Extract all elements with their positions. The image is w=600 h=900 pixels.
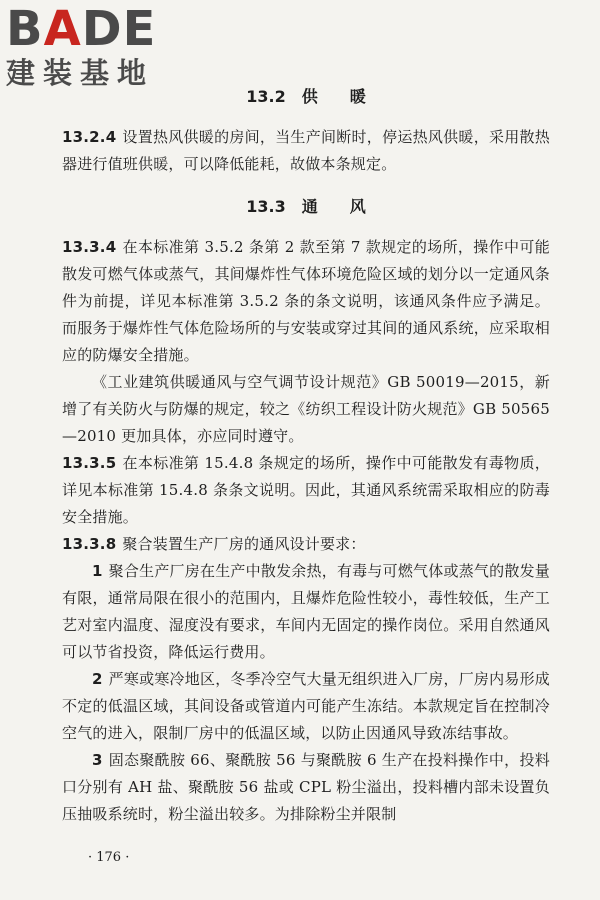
clause-number: 13.3.5 (62, 454, 117, 472)
logo-letter-b: B (6, 1, 44, 57)
item-number: 3 (92, 751, 103, 769)
item-text: 严寒或寒冷地区，冬季冷空气大量无组织进入厂房，厂房内易形成不定的低温区域，其间设备或管道内可能产生冻结。本款规定旨在控制冷空气的进入，限制厂房中的低温区域，以防止因通风导致冻结事故。 (62, 670, 550, 742)
logo-letter-a: A (43, 1, 82, 57)
clause-13-3-8 (62, 531, 550, 558)
page-content (62, 78, 550, 828)
list-item (62, 558, 550, 666)
item-text: 固态聚酰胺 66、聚酰胺 56 与聚酰胺 6 生产在投料操作中，投料口分别有 AH 盐、聚酰胺 56 盐或 CPL 粉尘溢出，投料槽内部未设置负压抽吸系统时，粉尘溢出较多。为排除粉尘并限制 (62, 751, 550, 823)
clause-text: 在本标准第 3.5.2 条第 2 款至第 7 款规定的场所，操作中可能散发可燃气体或蒸气，其间爆炸性气体环境危险区域的划分以一定通风条件为前提，详见本标准第 3.5.2 条的条文说明，该通风条件应予满足。而服务于爆炸性气体危险场所的与安装或穿过其间的通风系统，应采取相应的防爆安全措施。 (62, 238, 550, 364)
clause-text: 在本标准第 15.4.8 条规定的场所，操作中可能散发有毒物质，详见本标准第 15.4.8 条条文说明。因此，其通风系统需采取相应的防毒安全措施。 (62, 454, 550, 526)
item-number: 2 (92, 670, 103, 688)
clause-text: 设置热风供暖的房间，当生产间断时，停运热风供暖，采用散热器进行值班供暖，可以降低能耗，故做本条规定。 (62, 128, 550, 173)
logo-wordmark (6, 1, 176, 57)
clause-number: 13.2.4 (62, 128, 117, 146)
logo-letters-de: DE (81, 1, 157, 57)
list-item (62, 666, 550, 747)
logo-subtitle: 建装基地 (6, 56, 155, 90)
clause-13-2-4 (62, 124, 550, 178)
clause-number: 13.3.4 (62, 238, 117, 256)
clause-13-3-5 (62, 450, 550, 531)
clause-13-3-4 (62, 234, 550, 369)
item-number: 1 (92, 562, 103, 580)
section-title-13-2: 13.2 供 暖 (246, 87, 366, 106)
clause-number: 13.3.8 (62, 535, 117, 553)
list-item (62, 747, 550, 828)
item-text: 聚合生产厂房在生产中散发余热，有毒与可燃气体或蒸气的散发量有限，通常局限在很小的范围内，且爆炸危险性较小，毒性较低，生产工艺对室内温度、湿度没有要求，车间内无固定的操作岗位。采用自然通风可以节省投资，降低运行费用。 (62, 562, 550, 661)
clause-13-3-4-para2: 《工业建筑供暖通风与空气调节设计规范》GB 50019—2015，新增了有关防火与防爆的规定，较之《纺织工程设计防火规范》GB 50565—2010 更加具体，亦应同时遵守。 (62, 373, 550, 445)
page-number: · 176 · (88, 850, 130, 865)
clause-text: 聚合装置生产厂房的通风设计要求： (122, 535, 366, 553)
section-title-13-3: 13.3 通 风 (246, 197, 366, 216)
